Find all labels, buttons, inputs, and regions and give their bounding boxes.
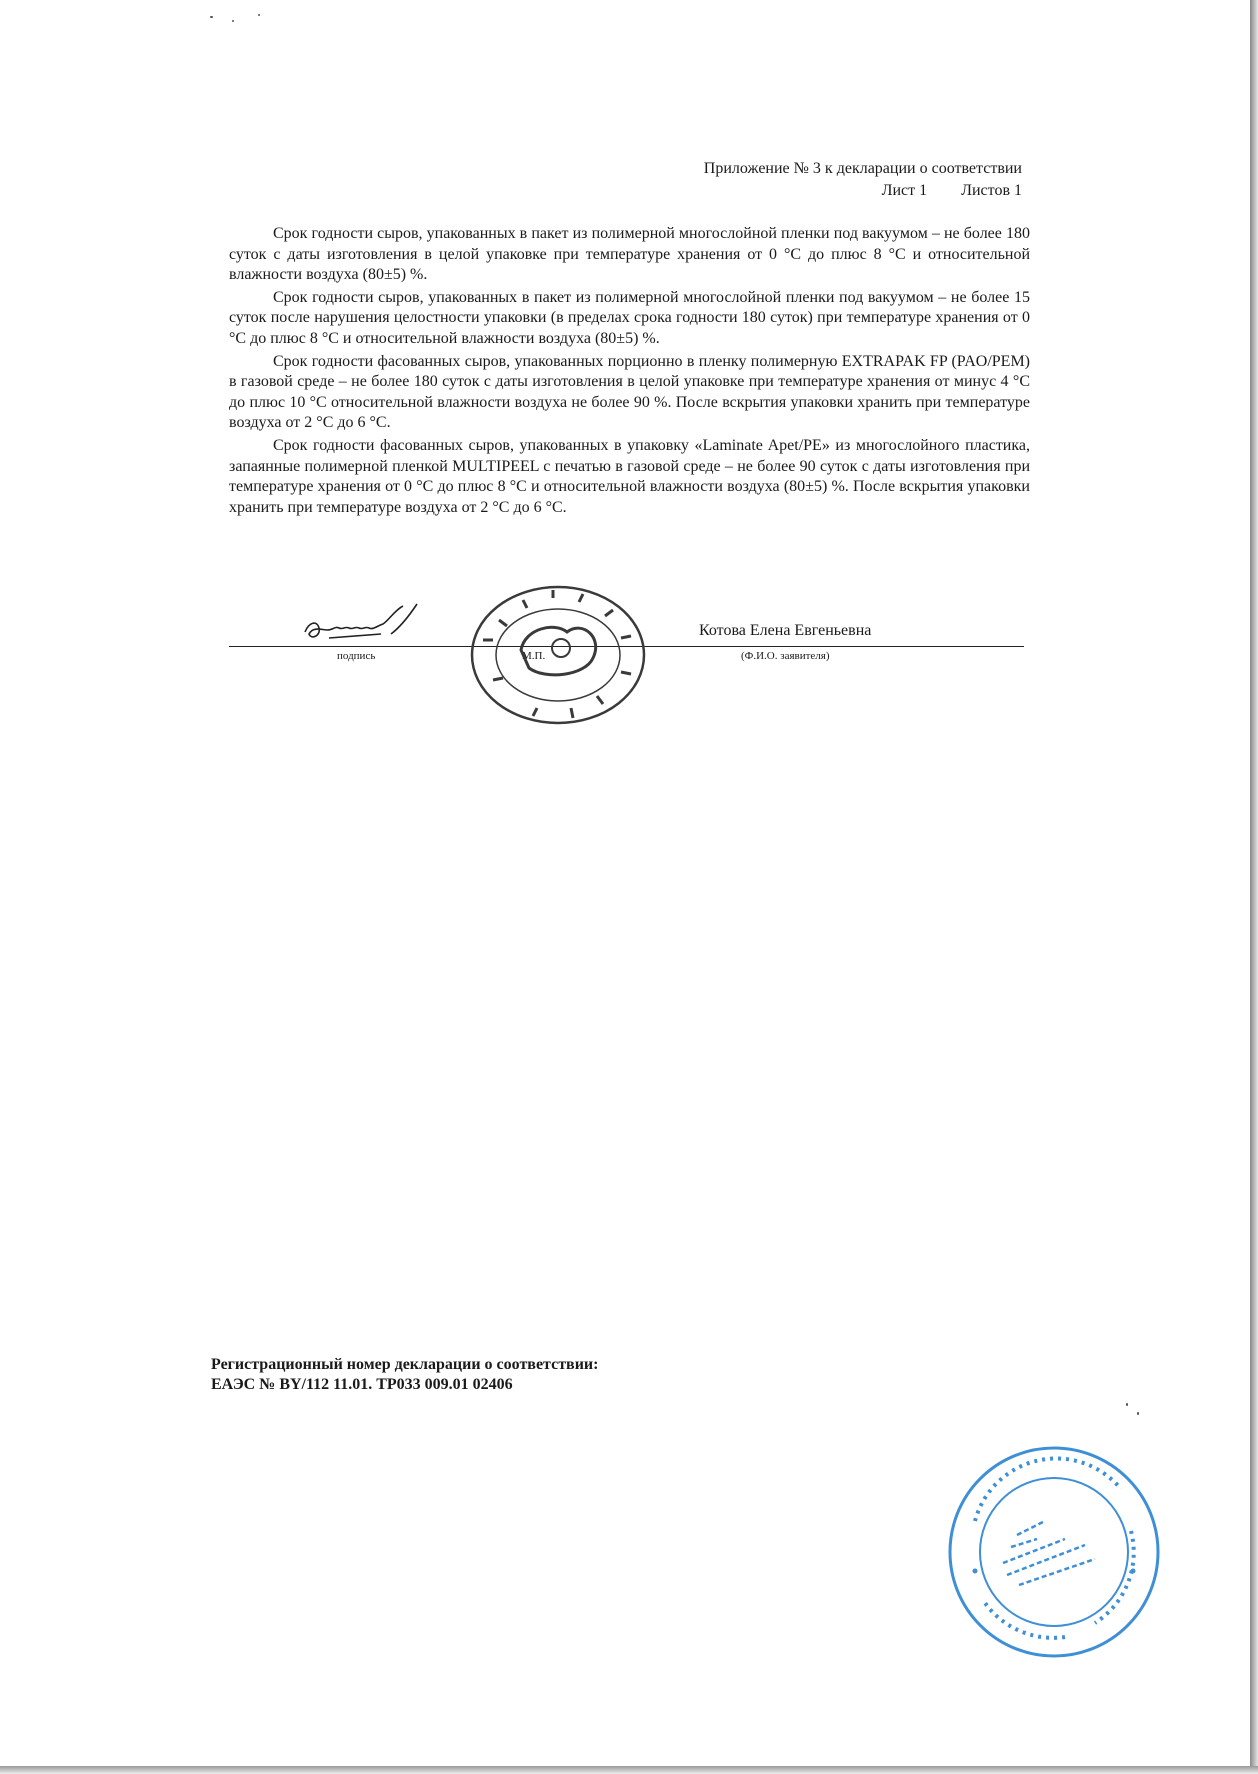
seal-caption: М.П. [522,650,546,662]
scan-speck [258,14,260,16]
sheet-info [704,180,1022,202]
registration-label: Регистрационный номер декларации о соответствии: [211,1356,599,1373]
applicant-caption: (Ф.И.О. заявителя) [741,650,830,662]
paragraph: Срок годности сыров, упакованных в пакет из полимерной многослойной пленки под вакуумом – не более 15 суток после нарушения целостности упаковки (в пределах срока годности 180 суток) при температуре хранения от 0 °С до плюс 8 °С и относительной влажности воздуха (80±5) %. [229,288,1030,347]
scan-speck [210,16,213,18]
paragraph: Срок годности сыров, упакованных в пакет из полимерной многослойной пленки под вакуумом – не более 180 суток с даты изготовления в целой упаковке при температуре хранения от 0 °С до плюс 8 °С и относительной влажности воздуха (80±5) %. [229,225,1030,284]
scan-edge-shadow [1250,0,1258,1774]
handwritten-signature [299,600,449,650]
scan-speck [1126,1403,1128,1406]
paragraph: Срок годности фасованных сыров, упакованных в упаковку «Laminate Apet/PE» из многослойного пластика, запаянные полимерной пленкой MULTIPEEL с печатью в газовой среде – не более 90 суток с даты изготовления при температуре хранения от 0 °С до плюс 8 °С и относительной влажности воздуха (80±5) %. После вскрытия упаковки хранить при температуре воздуха от 2 °С до 6 °С. [229,436,1031,516]
sheet-number: Лист 1 [881,182,928,199]
sheets-total: Листов 1 [961,182,1022,199]
scan-edge-shadow [0,1766,1258,1774]
signature-caption: подпись [337,650,376,662]
annex-title: Приложение № 3 к декларации о соответствии [703,160,1022,177]
registration-number: ЕАЭС № BY/112 11.01. ТР033 009.01 02406 [211,1376,513,1393]
company-seal-stamp [463,580,653,730]
paragraph: Срок годности фасованных сыров, упакованных порционно в пленку полимерную EXTRAPAK FP (PAO/PEM) в газовой среде – не более 180 суток с даты изготовления в целой упаковке при температуре хранения от минус 4 °С до плюс 10 °С относительной влажности воздуха не более 90 %. После вскрытия упаковки хранить при температуре воздуха от 2 °С до 6 °С. [229,352,1030,432]
certification-stamp [945,1443,1163,1661]
applicant-name: Котова Елена Евгеньевна [699,622,872,639]
body-text [229,224,1030,520]
scan-speck [232,20,234,22]
registration-block [211,1355,598,1395]
document-header [704,158,1022,202]
scan-speck [1137,1412,1139,1415]
